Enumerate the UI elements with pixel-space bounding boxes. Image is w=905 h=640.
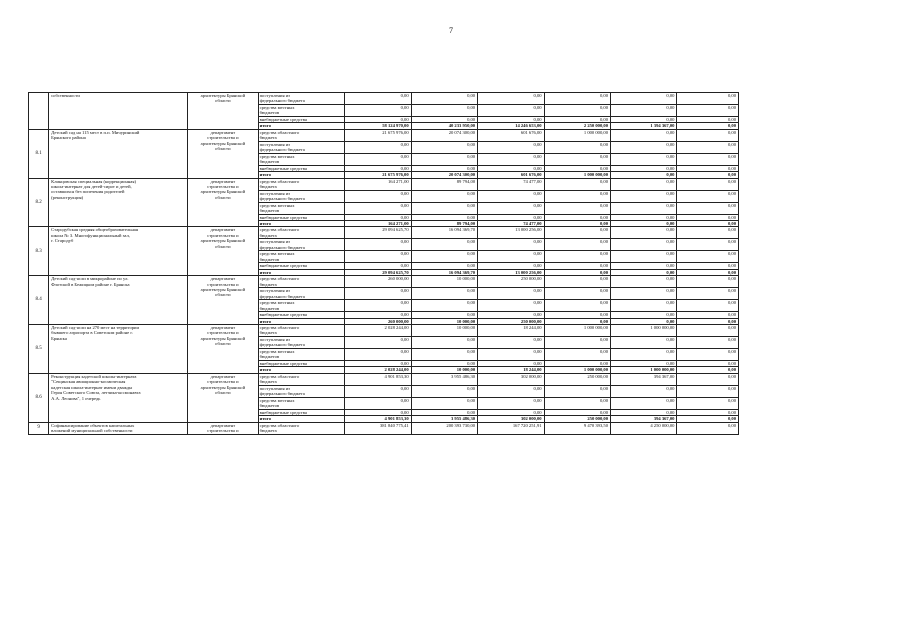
funding-source: итого <box>258 269 345 275</box>
funding-source: средства областного бюджета <box>258 422 345 434</box>
funding-source: средства областного бюджета <box>258 178 345 190</box>
amount-cell: 0,00 <box>345 385 411 397</box>
amount-cell: 0,00 <box>611 202 677 214</box>
funding-source: итого <box>258 123 345 129</box>
amount-cell: 0,00 <box>611 288 677 300</box>
object-name: Реконструкция кадетской школы-интерната "Сещинская авиационно-космическая кадетская школа-интернат имени дважды Героя Советского Союза, летчика-космонавта А.А. Леонова", 1 очередь <box>49 373 188 422</box>
funding-source: средства местных бюджетов <box>258 202 345 214</box>
amount-cell: 0,00 <box>677 318 739 324</box>
amount-cell: 0,00 <box>611 318 677 324</box>
object-name: Софинансирование объектов капитальных вложений муниципальной собственности <box>49 422 188 434</box>
amount-cell: 0,00 <box>677 153 739 165</box>
amount-cell: 0,00 <box>478 105 544 117</box>
item-number: 8.3 <box>29 227 49 276</box>
amount-cell: 0,00 <box>544 288 610 300</box>
amount-cell: 260 000,00 <box>345 276 411 288</box>
executor: департамент строительства и архитектуры Брянской области <box>188 373 258 422</box>
amount-cell: 0,00 <box>611 337 677 349</box>
executor: департамент строительства и архитектуры Брянской области <box>188 129 258 178</box>
amount-cell: 0,00 <box>544 385 610 397</box>
amount-cell: 29 094 625,70 <box>345 269 411 275</box>
amount-cell: 0,00 <box>677 325 739 337</box>
amount-cell: 4 901 853,30 <box>345 373 411 385</box>
amount-cell: 0,00 <box>345 239 411 251</box>
amount-cell: 10 000,00 <box>411 367 477 373</box>
amount-cell: 0,00 <box>544 214 610 220</box>
amount-cell: 0,00 <box>544 221 610 227</box>
amount-cell: 0,00 <box>677 251 739 263</box>
amount-cell: 302 000,00 <box>478 373 544 385</box>
amount-cell: 2 028 244,00 <box>345 367 411 373</box>
amount-cell: 0,00 <box>411 385 477 397</box>
amount-cell: 0,00 <box>345 397 411 409</box>
amount-cell: 0,00 <box>611 178 677 190</box>
amount-cell: 0,00 <box>478 153 544 165</box>
amount-cell: 0,00 <box>411 141 477 153</box>
object-name: собственности <box>49 93 188 130</box>
amount-cell: 0,00 <box>677 178 739 190</box>
amount-cell: 0,00 <box>411 117 477 123</box>
amount-cell: 0,00 <box>677 165 739 171</box>
amount-cell: 0,00 <box>411 93 477 105</box>
amount-cell: 0,00 <box>345 165 411 171</box>
amount-cell: 0,00 <box>411 361 477 367</box>
funding-source: средства местных бюджетов <box>258 349 345 361</box>
amount-cell: 0,00 <box>478 385 544 397</box>
amount-cell: 0,00 <box>677 373 739 385</box>
table-row <box>29 276 739 288</box>
amount-cell: 0,00 <box>611 361 677 367</box>
amount-cell: 0,00 <box>677 300 739 312</box>
amount-cell: 0,00 <box>677 416 739 422</box>
amount-cell: 0,00 <box>677 337 739 349</box>
amount-cell: 0,00 <box>478 337 544 349</box>
amount-cell: 250 000,00 <box>478 276 544 288</box>
amount-cell: 0,00 <box>611 105 677 117</box>
table-row <box>29 373 739 385</box>
amount-cell: 0,00 <box>544 269 610 275</box>
item-number: 9 <box>29 422 49 434</box>
funding-source: поступления из федерального бюджета <box>258 337 345 349</box>
amount-cell: 0,00 <box>544 300 610 312</box>
amount-cell: 394 367,00 <box>611 373 677 385</box>
funding-source: внебюджетные средства <box>258 263 345 269</box>
amount-cell: 0,00 <box>544 153 610 165</box>
funding-source: поступления из федерального бюджета <box>258 288 345 300</box>
amount-cell: 0,00 <box>411 349 477 361</box>
amount-cell: 0,00 <box>478 251 544 263</box>
amount-cell: 164 271,00 <box>345 221 411 227</box>
amount-cell: 74 477,00 <box>478 221 544 227</box>
funding-source: внебюджетные средства <box>258 165 345 171</box>
amount-cell: 0,00 <box>544 178 610 190</box>
funding-source: средства областного бюджета <box>258 276 345 288</box>
amount-cell: 13 000 256,00 <box>478 269 544 275</box>
funding-source: внебюджетные средства <box>258 117 345 123</box>
table-row <box>29 227 739 239</box>
amount-cell: 0,00 <box>411 263 477 269</box>
amount-cell: 0,00 <box>611 263 677 269</box>
amount-cell: 20 074 300,00 <box>411 129 477 141</box>
amount-cell: 0,00 <box>611 221 677 227</box>
amount-cell: 0,00 <box>611 300 677 312</box>
amount-cell: 0,00 <box>677 172 739 178</box>
executor: архитектуры Брянской области <box>188 93 258 130</box>
amount-cell: 0,00 <box>611 409 677 415</box>
amount-cell: 250 000,00 <box>544 416 610 422</box>
amount-cell: 0,00 <box>677 409 739 415</box>
amount-cell: 0,00 <box>345 337 411 349</box>
executor: департамент строительства и архитектуры Брянской области <box>188 325 258 374</box>
amount-cell: 0,00 <box>677 123 739 129</box>
amount-cell: 0,00 <box>544 165 610 171</box>
table-row <box>29 422 739 434</box>
amount-cell: 0,00 <box>611 269 677 275</box>
amount-cell: 0,00 <box>411 214 477 220</box>
amount-cell: 0,00 <box>478 397 544 409</box>
amount-cell: 1 000 000,00 <box>611 367 677 373</box>
funding-source: итого <box>258 416 345 422</box>
amount-cell: 1 000 000,00 <box>544 367 610 373</box>
funding-source: средства местных бюджетов <box>258 300 345 312</box>
amount-cell: 0,00 <box>411 202 477 214</box>
amount-cell: 0,00 <box>544 251 610 263</box>
amount-cell: 0,00 <box>345 251 411 263</box>
amount-cell: 302 000,00 <box>478 416 544 422</box>
amount-cell: 0,00 <box>611 251 677 263</box>
funding-source: итого <box>258 367 345 373</box>
amount-cell: 0,00 <box>345 349 411 361</box>
amount-cell: 394 367,00 <box>611 416 677 422</box>
amount-cell: 0,00 <box>677 422 739 434</box>
amount-cell: 0,00 <box>411 397 477 409</box>
item-number <box>29 93 49 130</box>
amount-cell: 0,00 <box>611 385 677 397</box>
object-name: Клинцовская специальная (коррекционная) школа-интернат для детей-сирот и детей, оставшихся без попечения родителей (реконструкция) <box>49 178 188 227</box>
funding-source: итого <box>258 221 345 227</box>
amount-cell: 0,00 <box>611 153 677 165</box>
funding-source: средства областного бюджета <box>258 227 345 239</box>
amount-cell: 2 028 244,00 <box>345 325 411 337</box>
amount-cell: 0,00 <box>345 202 411 214</box>
funding-source: средства областного бюджета <box>258 129 345 141</box>
amount-cell: 0,00 <box>544 318 610 324</box>
amount-cell: 0,00 <box>677 239 739 251</box>
amount-cell: 0,00 <box>345 300 411 312</box>
funding-source: поступления из федерального бюджета <box>258 93 345 105</box>
amount-cell: 0,00 <box>478 93 544 105</box>
amount-cell: 0,00 <box>677 385 739 397</box>
amount-cell: 20 074 300,00 <box>411 172 477 178</box>
amount-cell: 601 676,00 <box>478 172 544 178</box>
amount-cell: 0,00 <box>677 214 739 220</box>
amount-cell: 0,00 <box>345 312 411 318</box>
amount-cell: 0,00 <box>544 361 610 367</box>
amount-cell: 16 094 369,70 <box>411 269 477 275</box>
amount-cell: 0,00 <box>345 409 411 415</box>
object-name: Детский сад на 115 мест в п.п. Мичуринский Брянского района <box>49 129 188 178</box>
amount-cell: 0,00 <box>677 227 739 239</box>
amount-cell: 0,00 <box>611 172 677 178</box>
amount-cell: 0,00 <box>345 361 411 367</box>
amount-cell: 0,00 <box>544 117 610 123</box>
amount-cell: 250 000,00 <box>478 318 544 324</box>
funding-source: поступления из федерального бюджета <box>258 190 345 202</box>
funding-source: средства местных бюджетов <box>258 105 345 117</box>
funding-source: внебюджетные средства <box>258 312 345 318</box>
amount-cell: 1 000 000,00 <box>544 172 610 178</box>
amount-cell: 0,00 <box>677 276 739 288</box>
amount-cell: 601 676,00 <box>478 129 544 141</box>
funding-source: поступления из федерального бюджета <box>258 141 345 153</box>
amount-cell: 0,00 <box>677 288 739 300</box>
amount-cell: 0,00 <box>544 93 610 105</box>
amount-cell: 0,00 <box>611 276 677 288</box>
amount-cell: 0,00 <box>544 276 610 288</box>
executor: департамент строительства и архитектуры Брянской области <box>188 276 258 325</box>
amount-cell: 21 675 976,00 <box>345 129 411 141</box>
amount-cell: 18 244,00 <box>478 325 544 337</box>
amount-cell: 0,00 <box>677 93 739 105</box>
amount-cell: 1 000 000,00 <box>544 129 610 141</box>
amount-cell: 14 246 653,00 <box>478 123 544 129</box>
amount-cell: 0,00 <box>611 129 677 141</box>
amount-cell: 1 394 367,00 <box>611 123 677 129</box>
amount-cell: 0,00 <box>544 397 610 409</box>
amount-cell: 0,00 <box>478 214 544 220</box>
amount-cell: 74 477,00 <box>478 178 544 190</box>
amount-cell: 16 094 369,70 <box>411 227 477 239</box>
table-row <box>29 93 739 105</box>
amount-cell: 0,00 <box>677 349 739 361</box>
funding-source: средства местных бюджетов <box>258 251 345 263</box>
amount-cell: 0,00 <box>345 288 411 300</box>
amount-cell: 0,00 <box>677 202 739 214</box>
amount-cell: 260 000,00 <box>345 318 411 324</box>
amount-cell: 0,00 <box>478 117 544 123</box>
amount-cell: 0,00 <box>544 239 610 251</box>
amount-cell: 0,00 <box>411 153 477 165</box>
funding-source: средства местных бюджетов <box>258 153 345 165</box>
amount-cell: 0,00 <box>544 141 610 153</box>
amount-cell: 0,00 <box>544 105 610 117</box>
amount-cell: 3 955 486,30 <box>411 373 477 385</box>
amount-cell: 0,00 <box>677 361 739 367</box>
amount-cell: 0,00 <box>478 409 544 415</box>
amount-cell: 167 720 251,91 <box>478 422 544 434</box>
table-row <box>29 178 739 190</box>
amount-cell: 0,00 <box>677 190 739 202</box>
amount-cell: 0,00 <box>544 202 610 214</box>
amount-cell: 40 233 950,00 <box>411 123 477 129</box>
funding-source: итого <box>258 318 345 324</box>
amount-cell: 0,00 <box>345 214 411 220</box>
amount-cell: 0,00 <box>478 141 544 153</box>
amount-cell: 0,00 <box>677 312 739 318</box>
amount-cell: 0,00 <box>611 214 677 220</box>
executor: департамент строительства и <box>188 422 258 434</box>
amount-cell: 0,00 <box>677 263 739 269</box>
amount-cell: 200 393 730,00 <box>411 422 477 434</box>
amount-cell: 10 000,00 <box>411 318 477 324</box>
amount-cell: 10 000,00 <box>411 276 477 288</box>
funding-source: поступления из федерального бюджета <box>258 239 345 251</box>
table-body <box>29 93 739 435</box>
amount-cell: 0,00 <box>478 349 544 361</box>
amount-cell: 0,00 <box>677 397 739 409</box>
amount-cell: 0,00 <box>345 141 411 153</box>
amount-cell: 0,00 <box>411 251 477 263</box>
item-number: 8.1 <box>29 129 49 178</box>
amount-cell: 0,00 <box>345 93 411 105</box>
amount-cell: 0,00 <box>611 312 677 318</box>
amount-cell: 0,00 <box>544 349 610 361</box>
amount-cell: 0,00 <box>345 190 411 202</box>
funding-source: внебюджетные средства <box>258 409 345 415</box>
funding-source: средства местных бюджетов <box>258 397 345 409</box>
amount-cell: 0,00 <box>411 105 477 117</box>
amount-cell: 0,00 <box>611 190 677 202</box>
funding-source: внебюджетные средства <box>258 214 345 220</box>
amount-cell: 0,00 <box>544 312 610 318</box>
financing-table <box>28 92 739 435</box>
amount-cell: 0,00 <box>478 202 544 214</box>
item-number: 8.5 <box>29 325 49 374</box>
amount-cell: 0,00 <box>544 409 610 415</box>
item-number: 8.2 <box>29 178 49 227</box>
amount-cell: 0,00 <box>478 312 544 318</box>
amount-cell: 0,00 <box>544 337 610 349</box>
amount-cell: 0,00 <box>478 300 544 312</box>
amount-cell: 0,00 <box>611 93 677 105</box>
funding-source: итого <box>258 172 345 178</box>
executor: департамент строительства и архитектуры Брянской области <box>188 178 258 227</box>
amount-cell: 0,00 <box>478 239 544 251</box>
funding-source: поступления из федерального бюджета <box>258 385 345 397</box>
object-name: Детский сад-ясли в микрорайоне по ул. Флотской в Бежицком районе г. Брянска <box>49 276 188 325</box>
funding-source: средства областного бюджета <box>258 373 345 385</box>
amount-cell: 0,00 <box>411 288 477 300</box>
amount-cell: 0,00 <box>611 141 677 153</box>
table-row <box>29 129 739 141</box>
amount-cell: 0,00 <box>411 300 477 312</box>
amount-cell: 2 250 000,00 <box>544 123 610 129</box>
amount-cell: 0,00 <box>611 227 677 239</box>
amount-cell: 0,00 <box>544 263 610 269</box>
amount-cell: 0,00 <box>478 361 544 367</box>
amount-cell: 0,00 <box>345 263 411 269</box>
amount-cell: 381 840 775,41 <box>345 422 411 434</box>
amount-cell: 3 955 486,30 <box>411 416 477 422</box>
amount-cell: 164 271,00 <box>345 178 411 190</box>
amount-cell: 0,00 <box>411 165 477 171</box>
amount-cell: 4 901 853,30 <box>345 416 411 422</box>
amount-cell: 0,00 <box>478 165 544 171</box>
amount-cell: 0,00 <box>611 165 677 171</box>
amount-cell: 250 000,00 <box>544 373 610 385</box>
amount-cell: 0,00 <box>611 239 677 251</box>
amount-cell: 21 675 976,00 <box>345 172 411 178</box>
amount-cell: 89 794,00 <box>411 178 477 190</box>
amount-cell: 0,00 <box>611 397 677 409</box>
amount-cell: 9 470 393,50 <box>544 422 610 434</box>
amount-cell: 0,00 <box>478 263 544 269</box>
funding-source: внебюджетные средства <box>258 361 345 367</box>
amount-cell: 18 244,00 <box>478 367 544 373</box>
amount-cell: 89 794,00 <box>411 221 477 227</box>
amount-cell: 0,00 <box>411 239 477 251</box>
amount-cell: 0,00 <box>677 141 739 153</box>
amount-cell: 0,00 <box>411 337 477 349</box>
amount-cell: 10 000,00 <box>411 325 477 337</box>
table-row <box>29 325 739 337</box>
amount-cell: 0,00 <box>411 190 477 202</box>
amount-cell: 0,00 <box>677 269 739 275</box>
object-name: Детский сад-ясли на 270 мест на территории бывшего аэропорта в Советском районе г. Брянска <box>49 325 188 374</box>
amount-cell: 0,00 <box>677 129 739 141</box>
amount-cell: 1 000 000,00 <box>544 325 610 337</box>
amount-cell: 0,00 <box>677 367 739 373</box>
object-name: Стародубская средняя общеобразовательная школа № 3. Многофункциональный зал, г. Стародуб <box>49 227 188 276</box>
amount-cell: 0,00 <box>611 117 677 123</box>
item-number: 8.6 <box>29 373 49 422</box>
amount-cell: 0,00 <box>677 221 739 227</box>
amount-cell: 0,00 <box>478 190 544 202</box>
amount-cell: 0,00 <box>611 349 677 361</box>
page-number: 7 <box>449 26 453 35</box>
amount-cell: 29 094 625,70 <box>345 227 411 239</box>
item-number: 8.4 <box>29 276 49 325</box>
amount-cell: 0,00 <box>677 105 739 117</box>
amount-cell: 0,00 <box>411 409 477 415</box>
amount-cell: 1 000 000,00 <box>611 325 677 337</box>
executor: департамент строительства и архитектуры Брянской области <box>188 227 258 276</box>
amount-cell: 0,00 <box>677 117 739 123</box>
amount-cell: 0,00 <box>345 117 411 123</box>
amount-cell: 0,00 <box>345 105 411 117</box>
amount-cell: 0,00 <box>345 153 411 165</box>
amount-cell: 13 000 256,00 <box>478 227 544 239</box>
amount-cell: 0,00 <box>544 190 610 202</box>
amount-cell: 0,00 <box>544 227 610 239</box>
amount-cell: 0,00 <box>411 312 477 318</box>
funding-source: средства областного бюджета <box>258 325 345 337</box>
amount-cell: 0,00 <box>478 288 544 300</box>
amount-cell: 58 124 970,00 <box>345 123 411 129</box>
amount-cell: 4 250 000,00 <box>611 422 677 434</box>
